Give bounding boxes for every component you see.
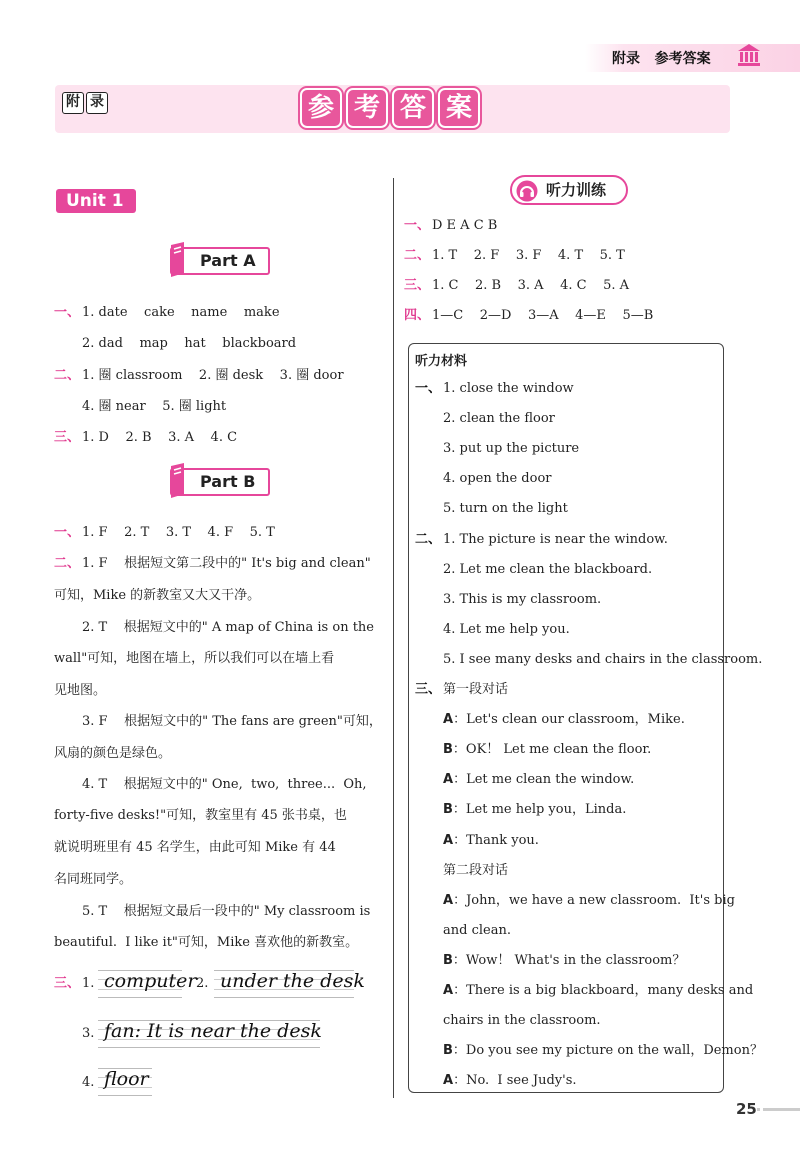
section-mark: 三、 bbox=[54, 430, 81, 445]
handwriting-answer: floor bbox=[104, 1068, 149, 1090]
building-icon bbox=[736, 42, 762, 68]
section-mark: 一、 bbox=[415, 381, 442, 396]
material-line: 2. Let me clean the blackboard. bbox=[443, 562, 653, 577]
material-line: A：John，we have a new classroom. It's big bbox=[443, 893, 735, 908]
material-line: 2. clean the floor bbox=[443, 411, 555, 426]
section-mark: 一、 bbox=[404, 218, 431, 233]
material-line: and clean. bbox=[443, 923, 511, 938]
answer-line: 1—C 2—D 3—A 4—E 5—B bbox=[432, 308, 654, 323]
material-line: 5. I see many desks and chairs in the classroom. bbox=[443, 652, 763, 667]
answer-line: forty-five desks!"可知，教室里有 45 张书桌，也 bbox=[54, 808, 347, 823]
material-line: A：Let me clean the window. bbox=[443, 772, 635, 787]
answer-line: 3. F 根据短文中的" The fans are green"可知， bbox=[82, 714, 382, 729]
material-line: 1. The picture is near the window. bbox=[443, 532, 668, 547]
material-line: 5. turn on the light bbox=[443, 501, 568, 516]
book-icon bbox=[168, 241, 190, 279]
answer-line: 4. T 根据短文中的" One, two, three... Oh, bbox=[82, 777, 367, 792]
answer-line: beautiful. I like it"可知，Mike 喜欢他的新教室。 bbox=[54, 935, 359, 950]
answer-line: 名同班同学。 bbox=[54, 872, 133, 887]
part-b-badge bbox=[170, 468, 270, 496]
hw-number: 3. bbox=[82, 1026, 95, 1041]
answer-line: 2. T 根据短文中的" A map of China is on the bbox=[82, 620, 374, 635]
title-char: 参 bbox=[300, 88, 342, 128]
handwriting-answer: computer bbox=[104, 970, 197, 992]
appendix-label bbox=[62, 92, 108, 114]
answer-line: 就说明班里有 45 名学生，由此可知 Mike 有 44 bbox=[54, 840, 336, 855]
material-line: 第二段对话 bbox=[443, 863, 509, 878]
page-decoration bbox=[757, 1108, 800, 1111]
section-mark: 三、 bbox=[404, 278, 431, 293]
title-char: 考 bbox=[346, 88, 388, 128]
material-line: 第一段对话 bbox=[443, 682, 509, 697]
section-mark: 二、 bbox=[54, 556, 81, 571]
part-b-label: Part B bbox=[200, 472, 256, 491]
appendix-char: 录 bbox=[86, 92, 108, 114]
section-mark: 一、 bbox=[54, 525, 81, 540]
listening-label: 听力训练 bbox=[546, 181, 607, 199]
title-char: 答 bbox=[392, 88, 434, 128]
answer-line: 1. D 2. B 3. A 4. C bbox=[82, 430, 238, 445]
answer-line: 风扇的颜色是绿色。 bbox=[54, 746, 172, 761]
section-mark: 一、 bbox=[54, 305, 81, 320]
answer-line: 1. date cake name make bbox=[82, 305, 280, 320]
material-line: 4. Let me help you. bbox=[443, 622, 570, 637]
material-line: A：Let's clean our classroom，Mike. bbox=[443, 712, 685, 727]
answer-line: 4. 圈 near 5. 圈 light bbox=[82, 399, 227, 414]
material-line: A：There is a big blackboard，many desks and bbox=[443, 983, 754, 998]
section-mark: 三、 bbox=[415, 682, 442, 697]
part-a-badge bbox=[170, 247, 270, 275]
header-text: 附录 参考答案 bbox=[612, 51, 711, 67]
material-line: B：Wow！ What's in the classroom？ bbox=[443, 953, 686, 968]
answer-line: 1. 圈 classroom 2. 圈 desk 3. 圈 door bbox=[82, 368, 344, 383]
hw-number: 1. bbox=[82, 976, 95, 991]
answer-line: wall"可知，地图在墙上，所以我们可以在墙上看 bbox=[54, 651, 335, 666]
material-line: 1. close the window bbox=[443, 381, 574, 396]
answer-line: 1. T 2. F 3. F 4. T 5. T bbox=[432, 248, 625, 263]
answer-line: 2. dad map hat blackboard bbox=[82, 336, 297, 351]
material-line: 3. put up the picture bbox=[443, 441, 580, 456]
hw-number: 2. bbox=[196, 976, 209, 991]
part-a-label: Part A bbox=[200, 251, 256, 270]
answer-line: 5. T 根据短文最后一段中的" My classroom is bbox=[82, 904, 371, 919]
material-line: A：No. I see Judy's. bbox=[443, 1073, 577, 1088]
book-icon bbox=[168, 462, 190, 500]
answer-line: D E A C B bbox=[432, 218, 498, 233]
handwriting-answer: under the desk bbox=[220, 970, 365, 992]
answer-line: 见地图。 bbox=[54, 683, 107, 698]
material-line: B：Let me help you，Linda. bbox=[443, 802, 627, 817]
listening-badge bbox=[510, 175, 628, 205]
handwriting-answer: fan: It is near the desk bbox=[104, 1020, 322, 1042]
hw-number: 4. bbox=[82, 1075, 95, 1090]
material-line: 3. This is my classroom. bbox=[443, 592, 602, 607]
appendix-char: 附 bbox=[62, 92, 84, 114]
page-title bbox=[300, 88, 480, 128]
answer-line: 可知，Mike 的新教室又大又干净。 bbox=[54, 588, 261, 603]
material-line: 4. open the door bbox=[443, 471, 552, 486]
column-divider bbox=[393, 178, 394, 1098]
page-number: 25 bbox=[736, 1100, 757, 1118]
material-line: chairs in the classroom. bbox=[443, 1013, 601, 1028]
section-mark: 二、 bbox=[404, 248, 431, 263]
section-mark: 四、 bbox=[404, 308, 431, 323]
section-mark: 二、 bbox=[415, 532, 442, 547]
headphones-icon bbox=[516, 180, 538, 202]
material-line: A：Thank you. bbox=[443, 833, 539, 848]
answer-line: 1. F 根据短文第二段中的" It's big and clean" bbox=[82, 556, 371, 571]
answer-line: 1. C 2. B 3. A 4. C 5. A bbox=[432, 278, 630, 293]
material-title: 听力材料 bbox=[415, 354, 468, 369]
title-char: 案 bbox=[438, 88, 480, 128]
answer-line: 1. F 2. T 3. T 4. F 5. T bbox=[82, 525, 275, 540]
section-mark: 二、 bbox=[54, 368, 81, 383]
unit-badge: Unit 1 bbox=[56, 189, 136, 213]
material-line: B：Do you see my picture on the wall，Demon？ bbox=[443, 1043, 763, 1058]
section-mark: 三、 bbox=[54, 976, 81, 991]
material-line: B：OK！ Let me clean the floor. bbox=[443, 742, 652, 757]
